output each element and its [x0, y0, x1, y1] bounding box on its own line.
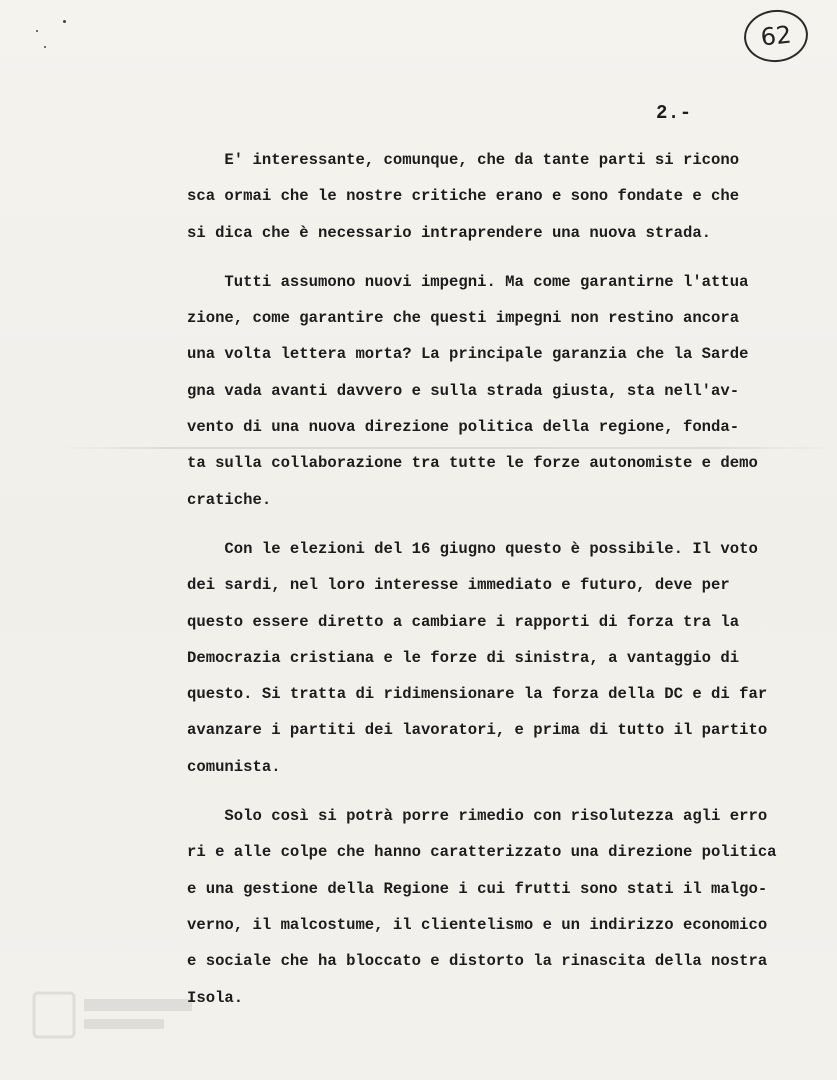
text-line: e una gestione della Regione i cui frutti sono stati il malgo-	[187, 879, 768, 898]
text-line: una volta lettera morta? La principale garanzia che la Sarde	[187, 345, 749, 364]
paragraph-4	[187, 798, 787, 1016]
text-line: E' interessante, comunque, che da tante parti si ricono	[187, 151, 740, 169]
text-line: vento di una nuova direzione politica della regione, fonda-	[187, 418, 740, 437]
text-line: Democrazia cristiana e le forze di sinistra, a vantaggio di	[187, 648, 740, 667]
text-line: comunista.	[187, 757, 281, 776]
text-line: e sociale che ha bloccato e distorto la rinascita della nostra	[187, 952, 768, 971]
page-number: 2.-	[656, 102, 692, 124]
paper-speck	[63, 20, 66, 23]
text-line: questo. Si tratta di ridimensionare la forza della DC e di far	[187, 685, 768, 704]
paragraph-gap	[187, 518, 787, 531]
text-line: Tutti assumono nuovi impegni. Ma come garantirne l'attua	[187, 272, 749, 291]
paragraph-1	[187, 142, 787, 251]
text-line: cratiche.	[187, 490, 272, 509]
text-line: verno, il malcostume, il clientelismo e un indirizzo economico	[187, 915, 768, 934]
text-line: ta sulla collaborazione tra tutte le forze autonomiste e demo	[187, 454, 758, 473]
text-line: ri e alle colpe che hanno caratterizzato una direzione politica	[187, 843, 777, 862]
text-line: Isola.	[187, 988, 244, 1007]
text-line: Con le elezioni del 16 giugno questo è possibile. Il voto	[187, 539, 758, 558]
archive-page-stamp-label: 62	[759, 20, 793, 52]
paper-speck	[44, 46, 46, 48]
text-line: questo essere diretto a cambiare i rapporti di forza tra la	[187, 612, 740, 631]
text-line: dei sardi, nel loro interesse immediato e futuro, deve per	[187, 576, 730, 595]
text-line: Solo così si potrà porre rimedio con risolutezza agli erro	[187, 807, 768, 826]
paragraph-gap	[187, 785, 787, 798]
text-line: sca ormai che le nostre critiche erano e sono fondate e che	[187, 187, 740, 206]
paragraph-2	[187, 264, 787, 518]
text-line: si dica che è necessario intraprendere una nuova strada.	[187, 223, 712, 242]
text-line: zione, come garantire che questi impegni non restino ancora	[187, 309, 740, 328]
typed-body-text	[187, 142, 787, 1016]
text-line: gna vada avanti davvero e sulla strada giusta, sta nell'av-	[187, 381, 740, 400]
paper-speck	[36, 30, 38, 32]
paragraph-gap	[187, 251, 787, 264]
text-line: avanzare i partiti dei lavoratori, e prima di tutto il partito	[187, 721, 768, 740]
paragraph-3	[187, 531, 787, 785]
archive-watermark-graphic	[30, 985, 200, 1045]
archive-page-stamp	[741, 7, 810, 65]
